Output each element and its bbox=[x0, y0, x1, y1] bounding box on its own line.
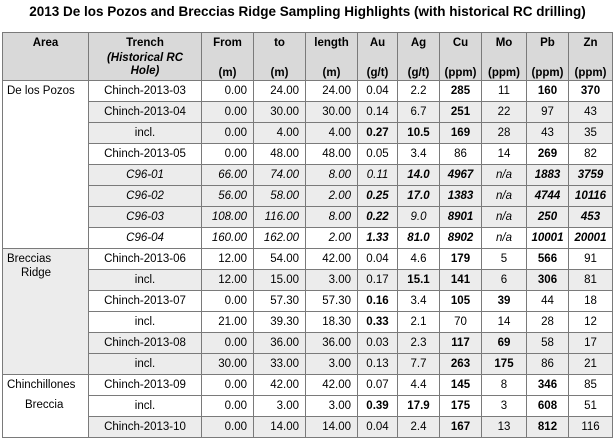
cell-pb: 160 bbox=[527, 81, 569, 102]
cell-to: 58.00 bbox=[254, 186, 306, 207]
cell-cu: 1383 bbox=[440, 186, 482, 207]
cell-to: 54.00 bbox=[254, 249, 306, 270]
cell-trench: C96-02 bbox=[89, 186, 202, 207]
cell-zn: 21 bbox=[569, 354, 613, 375]
cell-from: 0.00 bbox=[202, 375, 254, 396]
table-row bbox=[3, 312, 613, 333]
cell-cu: 179 bbox=[440, 249, 482, 270]
cell-ag: 10.5 bbox=[398, 123, 440, 144]
table-row bbox=[3, 417, 613, 438]
cell-from: 30.00 bbox=[202, 354, 254, 375]
cell-cu: 8901 bbox=[440, 207, 482, 228]
cell-au: 0.04 bbox=[358, 249, 398, 270]
cell-au: 0.17 bbox=[358, 270, 398, 291]
header-ag: Ag (g/t) bbox=[398, 33, 440, 81]
cell-pb: 58 bbox=[527, 333, 569, 354]
cell-to: 48.00 bbox=[254, 144, 306, 165]
cell-zn: 116 bbox=[569, 417, 613, 438]
cell-au: 0.07 bbox=[358, 375, 398, 396]
cell-cu: 117 bbox=[440, 333, 482, 354]
header-pb: Pb (ppm) bbox=[527, 33, 569, 81]
area-chinchillones-breccia: Chinchillones Breccia bbox=[3, 375, 89, 438]
cell-cu: 167 bbox=[440, 417, 482, 438]
cell-ag: 3.4 bbox=[398, 144, 440, 165]
cell-trench: Chinch-2013-09 bbox=[89, 375, 202, 396]
cell-au: 0.39 bbox=[358, 396, 398, 417]
cell-au: 0.04 bbox=[358, 417, 398, 438]
cell-trench: incl. bbox=[89, 270, 202, 291]
table-row bbox=[3, 165, 613, 186]
cell-zn: 370 bbox=[569, 81, 613, 102]
cell-pb: 44 bbox=[527, 291, 569, 312]
cell-au: 1.33 bbox=[358, 228, 398, 249]
area-de-los-pozos: De los Pozos bbox=[3, 81, 89, 249]
cell-ag: 17.9 bbox=[398, 396, 440, 417]
cell-mo: n/a bbox=[482, 207, 527, 228]
cell-cu: 145 bbox=[440, 375, 482, 396]
cell-length: 24.00 bbox=[306, 81, 358, 102]
cell-au: 0.03 bbox=[358, 333, 398, 354]
cell-mo: n/a bbox=[482, 186, 527, 207]
cell-mo: 22 bbox=[482, 102, 527, 123]
cell-length: 42.00 bbox=[306, 375, 358, 396]
cell-mo: 8 bbox=[482, 375, 527, 396]
header-trench: Trench (Historical RC Hole) bbox=[89, 33, 202, 81]
cell-from: 12.00 bbox=[202, 249, 254, 270]
cell-from: 21.00 bbox=[202, 312, 254, 333]
cell-cu: 141 bbox=[440, 270, 482, 291]
cell-to: 74.00 bbox=[254, 165, 306, 186]
cell-trench: incl. bbox=[89, 354, 202, 375]
table-row bbox=[3, 354, 613, 375]
sampling-table bbox=[2, 32, 613, 438]
header-row bbox=[3, 33, 613, 81]
cell-ag: 7.7 bbox=[398, 354, 440, 375]
table-row bbox=[3, 144, 613, 165]
cell-zn: 453 bbox=[569, 207, 613, 228]
cell-length: 14.00 bbox=[306, 417, 358, 438]
cell-from: 0.00 bbox=[202, 102, 254, 123]
cell-ag: 2.2 bbox=[398, 81, 440, 102]
cell-from: 0.00 bbox=[202, 123, 254, 144]
cell-length: 57.30 bbox=[306, 291, 358, 312]
cell-trench: C96-01 bbox=[89, 165, 202, 186]
cell-ag: 6.7 bbox=[398, 102, 440, 123]
cell-au: 0.25 bbox=[358, 186, 398, 207]
cell-ag: 15.1 bbox=[398, 270, 440, 291]
cell-length: 3.00 bbox=[306, 354, 358, 375]
cell-pb: 10001 bbox=[527, 228, 569, 249]
cell-zn: 3759 bbox=[569, 165, 613, 186]
cell-pb: 1883 bbox=[527, 165, 569, 186]
cell-trench: incl. bbox=[89, 312, 202, 333]
cell-pb: 43 bbox=[527, 123, 569, 144]
cell-from: 0.00 bbox=[202, 333, 254, 354]
cell-mo: 14 bbox=[482, 144, 527, 165]
area-breccias-ridge: Breccias Ridge bbox=[3, 249, 89, 375]
cell-au: 0.27 bbox=[358, 123, 398, 144]
header-cu: Cu (ppm) bbox=[440, 33, 482, 81]
cell-ag: 2.1 bbox=[398, 312, 440, 333]
cell-zn: 17 bbox=[569, 333, 613, 354]
cell-length: 2.00 bbox=[306, 228, 358, 249]
cell-trench: Chinch-2013-08 bbox=[89, 333, 202, 354]
cell-to: 24.00 bbox=[254, 81, 306, 102]
cell-cu: 86 bbox=[440, 144, 482, 165]
cell-mo: 14 bbox=[482, 312, 527, 333]
cell-length: 4.00 bbox=[306, 123, 358, 144]
cell-ag: 4.4 bbox=[398, 375, 440, 396]
cell-cu: 169 bbox=[440, 123, 482, 144]
cell-zn: 43 bbox=[569, 102, 613, 123]
cell-ag: 2.4 bbox=[398, 417, 440, 438]
cell-mo: 6 bbox=[482, 270, 527, 291]
cell-cu: 105 bbox=[440, 291, 482, 312]
cell-to: 30.00 bbox=[254, 102, 306, 123]
table-row bbox=[3, 123, 613, 144]
cell-au: 0.14 bbox=[358, 102, 398, 123]
cell-zn: 81 bbox=[569, 270, 613, 291]
header-trench-sub: (Historical RC Hole) bbox=[106, 52, 184, 77]
cell-pb: 346 bbox=[527, 375, 569, 396]
cell-mo: 28 bbox=[482, 123, 527, 144]
cell-length: 30.00 bbox=[306, 102, 358, 123]
cell-au: 0.11 bbox=[358, 165, 398, 186]
header-au: Au (g/t) bbox=[358, 33, 398, 81]
table-row bbox=[3, 228, 613, 249]
cell-au: 0.22 bbox=[358, 207, 398, 228]
cell-from: 0.00 bbox=[202, 291, 254, 312]
cell-zn: 82 bbox=[569, 144, 613, 165]
header-from: From (m) bbox=[202, 33, 254, 81]
cell-length: 8.00 bbox=[306, 207, 358, 228]
cell-zn: 10116 bbox=[569, 186, 613, 207]
table-row bbox=[3, 396, 613, 417]
cell-from: 0.00 bbox=[202, 417, 254, 438]
cell-ag: 14.0 bbox=[398, 165, 440, 186]
cell-cu: 175 bbox=[440, 396, 482, 417]
cell-trench: Chinch-2013-05 bbox=[89, 144, 202, 165]
cell-zn: 18 bbox=[569, 291, 613, 312]
cell-ag: 17.0 bbox=[398, 186, 440, 207]
cell-to: 15.00 bbox=[254, 270, 306, 291]
cell-trench: C96-04 bbox=[89, 228, 202, 249]
cell-from: 0.00 bbox=[202, 81, 254, 102]
cell-from: 56.00 bbox=[202, 186, 254, 207]
header-area: Area bbox=[3, 33, 89, 81]
cell-length: 2.00 bbox=[306, 186, 358, 207]
cell-zn: 91 bbox=[569, 249, 613, 270]
cell-cu: 70 bbox=[440, 312, 482, 333]
cell-from: 66.00 bbox=[202, 165, 254, 186]
cell-trench: incl. bbox=[89, 396, 202, 417]
table-row bbox=[3, 249, 613, 270]
cell-from: 160.00 bbox=[202, 228, 254, 249]
cell-ag: 3.4 bbox=[398, 291, 440, 312]
cell-pb: 812 bbox=[527, 417, 569, 438]
cell-mo: 3 bbox=[482, 396, 527, 417]
cell-au: 0.05 bbox=[358, 144, 398, 165]
cell-trench: incl. bbox=[89, 123, 202, 144]
cell-pb: 28 bbox=[527, 312, 569, 333]
cell-pb: 566 bbox=[527, 249, 569, 270]
cell-to: 57.30 bbox=[254, 291, 306, 312]
table-row bbox=[3, 270, 613, 291]
cell-au: 0.16 bbox=[358, 291, 398, 312]
table-title: 2013 De los Pozos and Breccias Ridge Sampling Highlights (with historical RC drilling) bbox=[29, 4, 586, 19]
cell-to: 3.00 bbox=[254, 396, 306, 417]
cell-length: 18.30 bbox=[306, 312, 358, 333]
table-row bbox=[3, 186, 613, 207]
cell-pb: 97 bbox=[527, 102, 569, 123]
cell-cu: 8902 bbox=[440, 228, 482, 249]
cell-cu: 285 bbox=[440, 81, 482, 102]
cell-from: 108.00 bbox=[202, 207, 254, 228]
cell-mo: 69 bbox=[482, 333, 527, 354]
cell-mo: 13 bbox=[482, 417, 527, 438]
cell-cu: 4967 bbox=[440, 165, 482, 186]
header-zn: Zn (ppm) bbox=[569, 33, 613, 81]
cell-length: 42.00 bbox=[306, 249, 358, 270]
header-to: to (m) bbox=[254, 33, 306, 81]
cell-trench: Chinch-2013-10 bbox=[89, 417, 202, 438]
cell-zn: 35 bbox=[569, 123, 613, 144]
cell-pb: 4744 bbox=[527, 186, 569, 207]
cell-au: 0.33 bbox=[358, 312, 398, 333]
header-length: length (m) bbox=[306, 33, 358, 81]
table-row bbox=[3, 102, 613, 123]
cell-length: 48.00 bbox=[306, 144, 358, 165]
cell-to: 36.00 bbox=[254, 333, 306, 354]
cell-mo: 39 bbox=[482, 291, 527, 312]
cell-au: 0.04 bbox=[358, 81, 398, 102]
cell-pb: 306 bbox=[527, 270, 569, 291]
table-row bbox=[3, 81, 613, 102]
cell-mo: 175 bbox=[482, 354, 527, 375]
cell-length: 8.00 bbox=[306, 165, 358, 186]
cell-ag: 81.0 bbox=[398, 228, 440, 249]
cell-from: 0.00 bbox=[202, 144, 254, 165]
cell-zn: 12 bbox=[569, 312, 613, 333]
cell-to: 4.00 bbox=[254, 123, 306, 144]
table-row bbox=[3, 207, 613, 228]
cell-from: 12.00 bbox=[202, 270, 254, 291]
cell-to: 39.30 bbox=[254, 312, 306, 333]
cell-pb: 86 bbox=[527, 354, 569, 375]
cell-trench: Chinch-2013-04 bbox=[89, 102, 202, 123]
header-mo: Mo (ppm) bbox=[482, 33, 527, 81]
cell-au: 0.13 bbox=[358, 354, 398, 375]
cell-to: 33.00 bbox=[254, 354, 306, 375]
cell-cu: 263 bbox=[440, 354, 482, 375]
cell-trench: Chinch-2013-06 bbox=[89, 249, 202, 270]
cell-to: 116.00 bbox=[254, 207, 306, 228]
cell-pb: 269 bbox=[527, 144, 569, 165]
cell-to: 162.00 bbox=[254, 228, 306, 249]
cell-length: 36.00 bbox=[306, 333, 358, 354]
cell-from: 0.00 bbox=[202, 396, 254, 417]
table-row bbox=[3, 291, 613, 312]
cell-length: 3.00 bbox=[306, 270, 358, 291]
table-row bbox=[3, 333, 613, 354]
cell-pb: 250 bbox=[527, 207, 569, 228]
cell-length: 3.00 bbox=[306, 396, 358, 417]
cell-trench: Chinch-2013-07 bbox=[89, 291, 202, 312]
cell-mo: n/a bbox=[482, 165, 527, 186]
cell-pb: 608 bbox=[527, 396, 569, 417]
cell-ag: 2.3 bbox=[398, 333, 440, 354]
table-row bbox=[3, 375, 613, 396]
cell-to: 42.00 bbox=[254, 375, 306, 396]
cell-ag: 9.0 bbox=[398, 207, 440, 228]
cell-mo: 5 bbox=[482, 249, 527, 270]
cell-trench: C96-03 bbox=[89, 207, 202, 228]
cell-zn: 51 bbox=[569, 396, 613, 417]
cell-to: 14.00 bbox=[254, 417, 306, 438]
cell-mo: 11 bbox=[482, 81, 527, 102]
cell-zn: 20001 bbox=[569, 228, 613, 249]
cell-trench: Chinch-2013-03 bbox=[89, 81, 202, 102]
cell-ag: 4.6 bbox=[398, 249, 440, 270]
cell-mo: n/a bbox=[482, 228, 527, 249]
cell-cu: 251 bbox=[440, 102, 482, 123]
cell-zn: 85 bbox=[569, 375, 613, 396]
